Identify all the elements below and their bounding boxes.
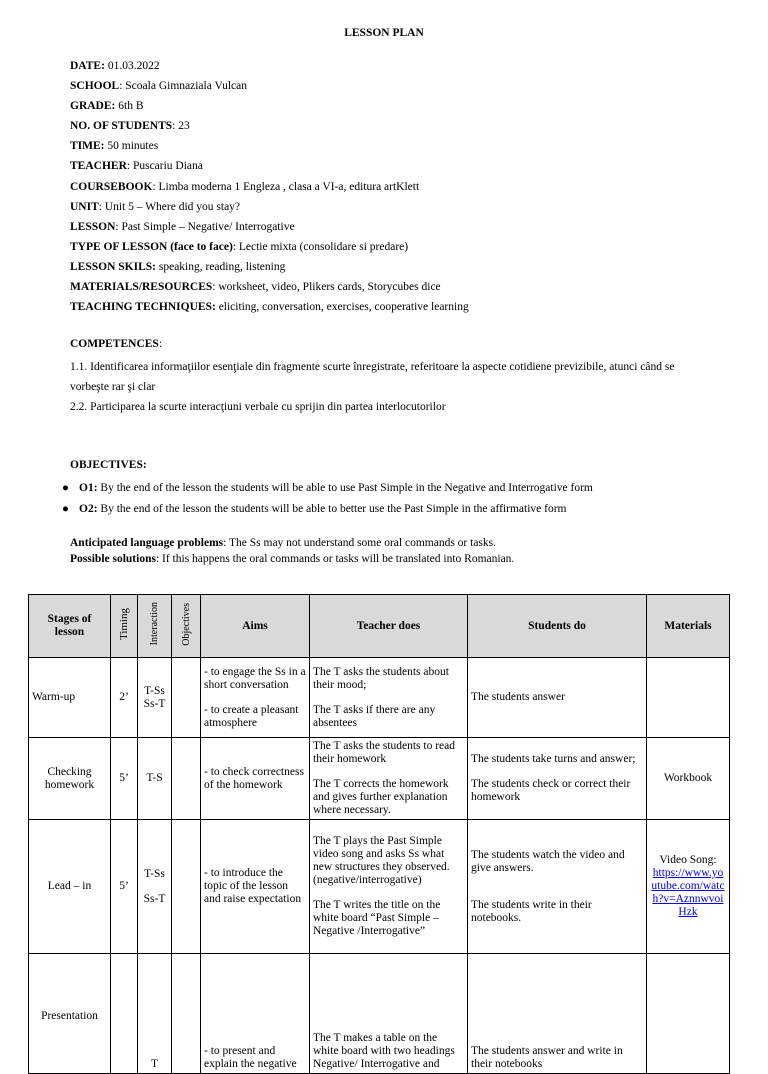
header-stages: Stages of lesson bbox=[29, 595, 111, 658]
stage-cell: Warm-up bbox=[29, 658, 111, 738]
timing-cell: 2’ bbox=[111, 658, 138, 738]
teacher-cell: The T plays the Past Simple video song and asks Ss what new structures they observed. (negative/interrogative) The T writes the title on the white board “Past Simple – Negative /Interrogative” bbox=[310, 820, 468, 954]
objectives-heading: OBJECTIVES: bbox=[70, 459, 147, 471]
detail-coursebook: COURSEBOOK: Limba moderna 1 Engleza , clasa a VI-a, editura artKlett bbox=[70, 180, 420, 193]
objectives-section bbox=[62, 458, 710, 520]
language-problems bbox=[70, 535, 514, 567]
possible-solutions: Possible solutions: If this happens the oral commands or tasks will be translated into Romanian. bbox=[70, 553, 515, 565]
stage-cell: Lead – in bbox=[29, 820, 111, 954]
lesson-details bbox=[70, 56, 469, 317]
header-materials: Materials bbox=[647, 595, 730, 658]
table-row bbox=[29, 738, 730, 820]
students-cell: The students watch the video and give answers. The students write in their notebooks. bbox=[468, 820, 647, 954]
header-teacher: Teacher does bbox=[310, 595, 468, 658]
bullet-icon: ● bbox=[62, 482, 69, 494]
stage-cell: Presentation bbox=[29, 954, 111, 1074]
materials-cell bbox=[647, 954, 730, 1074]
objective-item: ● O1: By the end of the lesson the students will be able to use Past Simple in the Negative and Interrogative form bbox=[70, 478, 710, 499]
detail-students: NO. OF STUDENTS: 23 bbox=[70, 120, 190, 133]
detail-techniques: TEACHING TECHNIQUES: eliciting, conversation, exercises, cooperative learning bbox=[70, 301, 469, 314]
stage-cell: Checking homework bbox=[29, 738, 111, 820]
lesson-stages-table bbox=[28, 594, 730, 1074]
interaction-cell: T bbox=[138, 954, 172, 1074]
interaction-cell: T-S bbox=[138, 738, 172, 820]
table-row bbox=[29, 658, 730, 738]
competences-heading: COMPETENCES: bbox=[70, 338, 163, 350]
competence-item: 1.1. Identificarea informaţiilor esenţiale din fragmente scurte înregistrate, referitoare la aspecte cotidiene previzibile, atunci când se vorbeşte rar şi clar bbox=[70, 361, 675, 393]
header-timing: Timing bbox=[111, 595, 138, 658]
detail-teacher: TEACHER: Puscariu Diana bbox=[70, 160, 203, 173]
competences-section bbox=[70, 337, 710, 417]
detail-lesson: LESSON: Past Simple – Negative/ Interrogative bbox=[70, 220, 295, 233]
teacher-cell: The T asks the students to read their homework The T corrects the homework and gives further explanation where necessary. bbox=[310, 738, 468, 820]
detail-date: DATE: 01.03.2022 bbox=[70, 60, 160, 72]
aims-cell: - to check correctness of the homework bbox=[201, 738, 310, 820]
aims-cell: - to introduce the topic of the lesson and raise expectation bbox=[201, 820, 310, 954]
document-title: LESSON PLAN bbox=[344, 27, 424, 39]
materials-cell bbox=[647, 658, 730, 738]
materials-cell: Video Song: https://www.youtube.com/watch?v=AznnwvoiHzk bbox=[647, 820, 730, 954]
detail-type: TYPE OF LESSON (face to face): Lectie mixta (consolidare si predare) bbox=[70, 240, 409, 253]
detail-school: SCHOOL: Scoala Gimnaziala Vulcan bbox=[70, 80, 248, 93]
detail-skills: LESSON SKILS: speaking, reading, listening bbox=[70, 260, 286, 273]
bullet-icon: ● bbox=[62, 503, 69, 515]
detail-time: TIME: 50 minutes bbox=[70, 140, 159, 153]
table-row bbox=[29, 954, 730, 1074]
teacher-cell: The T asks the students about their mood; The T asks if there are any absentees bbox=[310, 658, 468, 738]
timing-cell bbox=[111, 954, 138, 1074]
materials-cell: Workbook bbox=[647, 738, 730, 820]
header-objectives: Objectives bbox=[172, 595, 201, 658]
objective-item: ● O2: By the end of the lesson the students will be able to better use the Past Simple in the affirmative form bbox=[70, 499, 710, 520]
interaction-cell: T-Ss Ss-T bbox=[138, 820, 172, 954]
table-header-row bbox=[29, 595, 730, 658]
table-row bbox=[29, 820, 730, 954]
timing-cell: 5’ bbox=[111, 738, 138, 820]
objectives-cell bbox=[172, 738, 201, 820]
detail-unit: UNIT: Unit 5 – Where did you stay? bbox=[70, 200, 241, 213]
aims-cell: - to present and explain the negative bbox=[201, 954, 310, 1074]
objectives-cell bbox=[172, 658, 201, 738]
students-cell: The students answer and write in their notebooks bbox=[468, 954, 647, 1074]
teacher-cell: The T makes a table on the white board with two headings Negative/ Interrogative and bbox=[310, 954, 468, 1074]
aims-cell: - to engage the Ss in a short conversation - to create a pleasant atmosphere bbox=[201, 658, 310, 738]
video-link[interactable]: https://www.youtube.com/watch?v=AznnwvoiHzk bbox=[651, 867, 725, 918]
competence-item: 2.2. Participarea la scurte interacţiuni verbale cu sprijin din partea interlocutorilor bbox=[70, 401, 446, 413]
header-interaction: Interaction bbox=[138, 595, 172, 658]
objectives-list bbox=[62, 478, 710, 520]
detail-materials: MATERIALS/RESOURCES: worksheet, video, Plikers cards, Storycubes dice bbox=[70, 281, 441, 294]
detail-grade: GRADE: 6th B bbox=[70, 100, 144, 113]
anticipated-problems: Anticipated language problems: The Ss may not understand some oral commands or tasks. bbox=[70, 537, 497, 549]
objectives-cell bbox=[172, 954, 201, 1074]
interaction-cell: T-Ss Ss-T bbox=[138, 658, 172, 738]
timing-cell: 5’ bbox=[111, 820, 138, 954]
students-cell: The students answer bbox=[468, 658, 647, 738]
header-aims: Aims bbox=[201, 595, 310, 658]
students-cell: The students take turns and answer; The students check or correct their homework bbox=[468, 738, 647, 820]
header-students: Students do bbox=[468, 595, 647, 658]
objectives-cell bbox=[172, 820, 201, 954]
